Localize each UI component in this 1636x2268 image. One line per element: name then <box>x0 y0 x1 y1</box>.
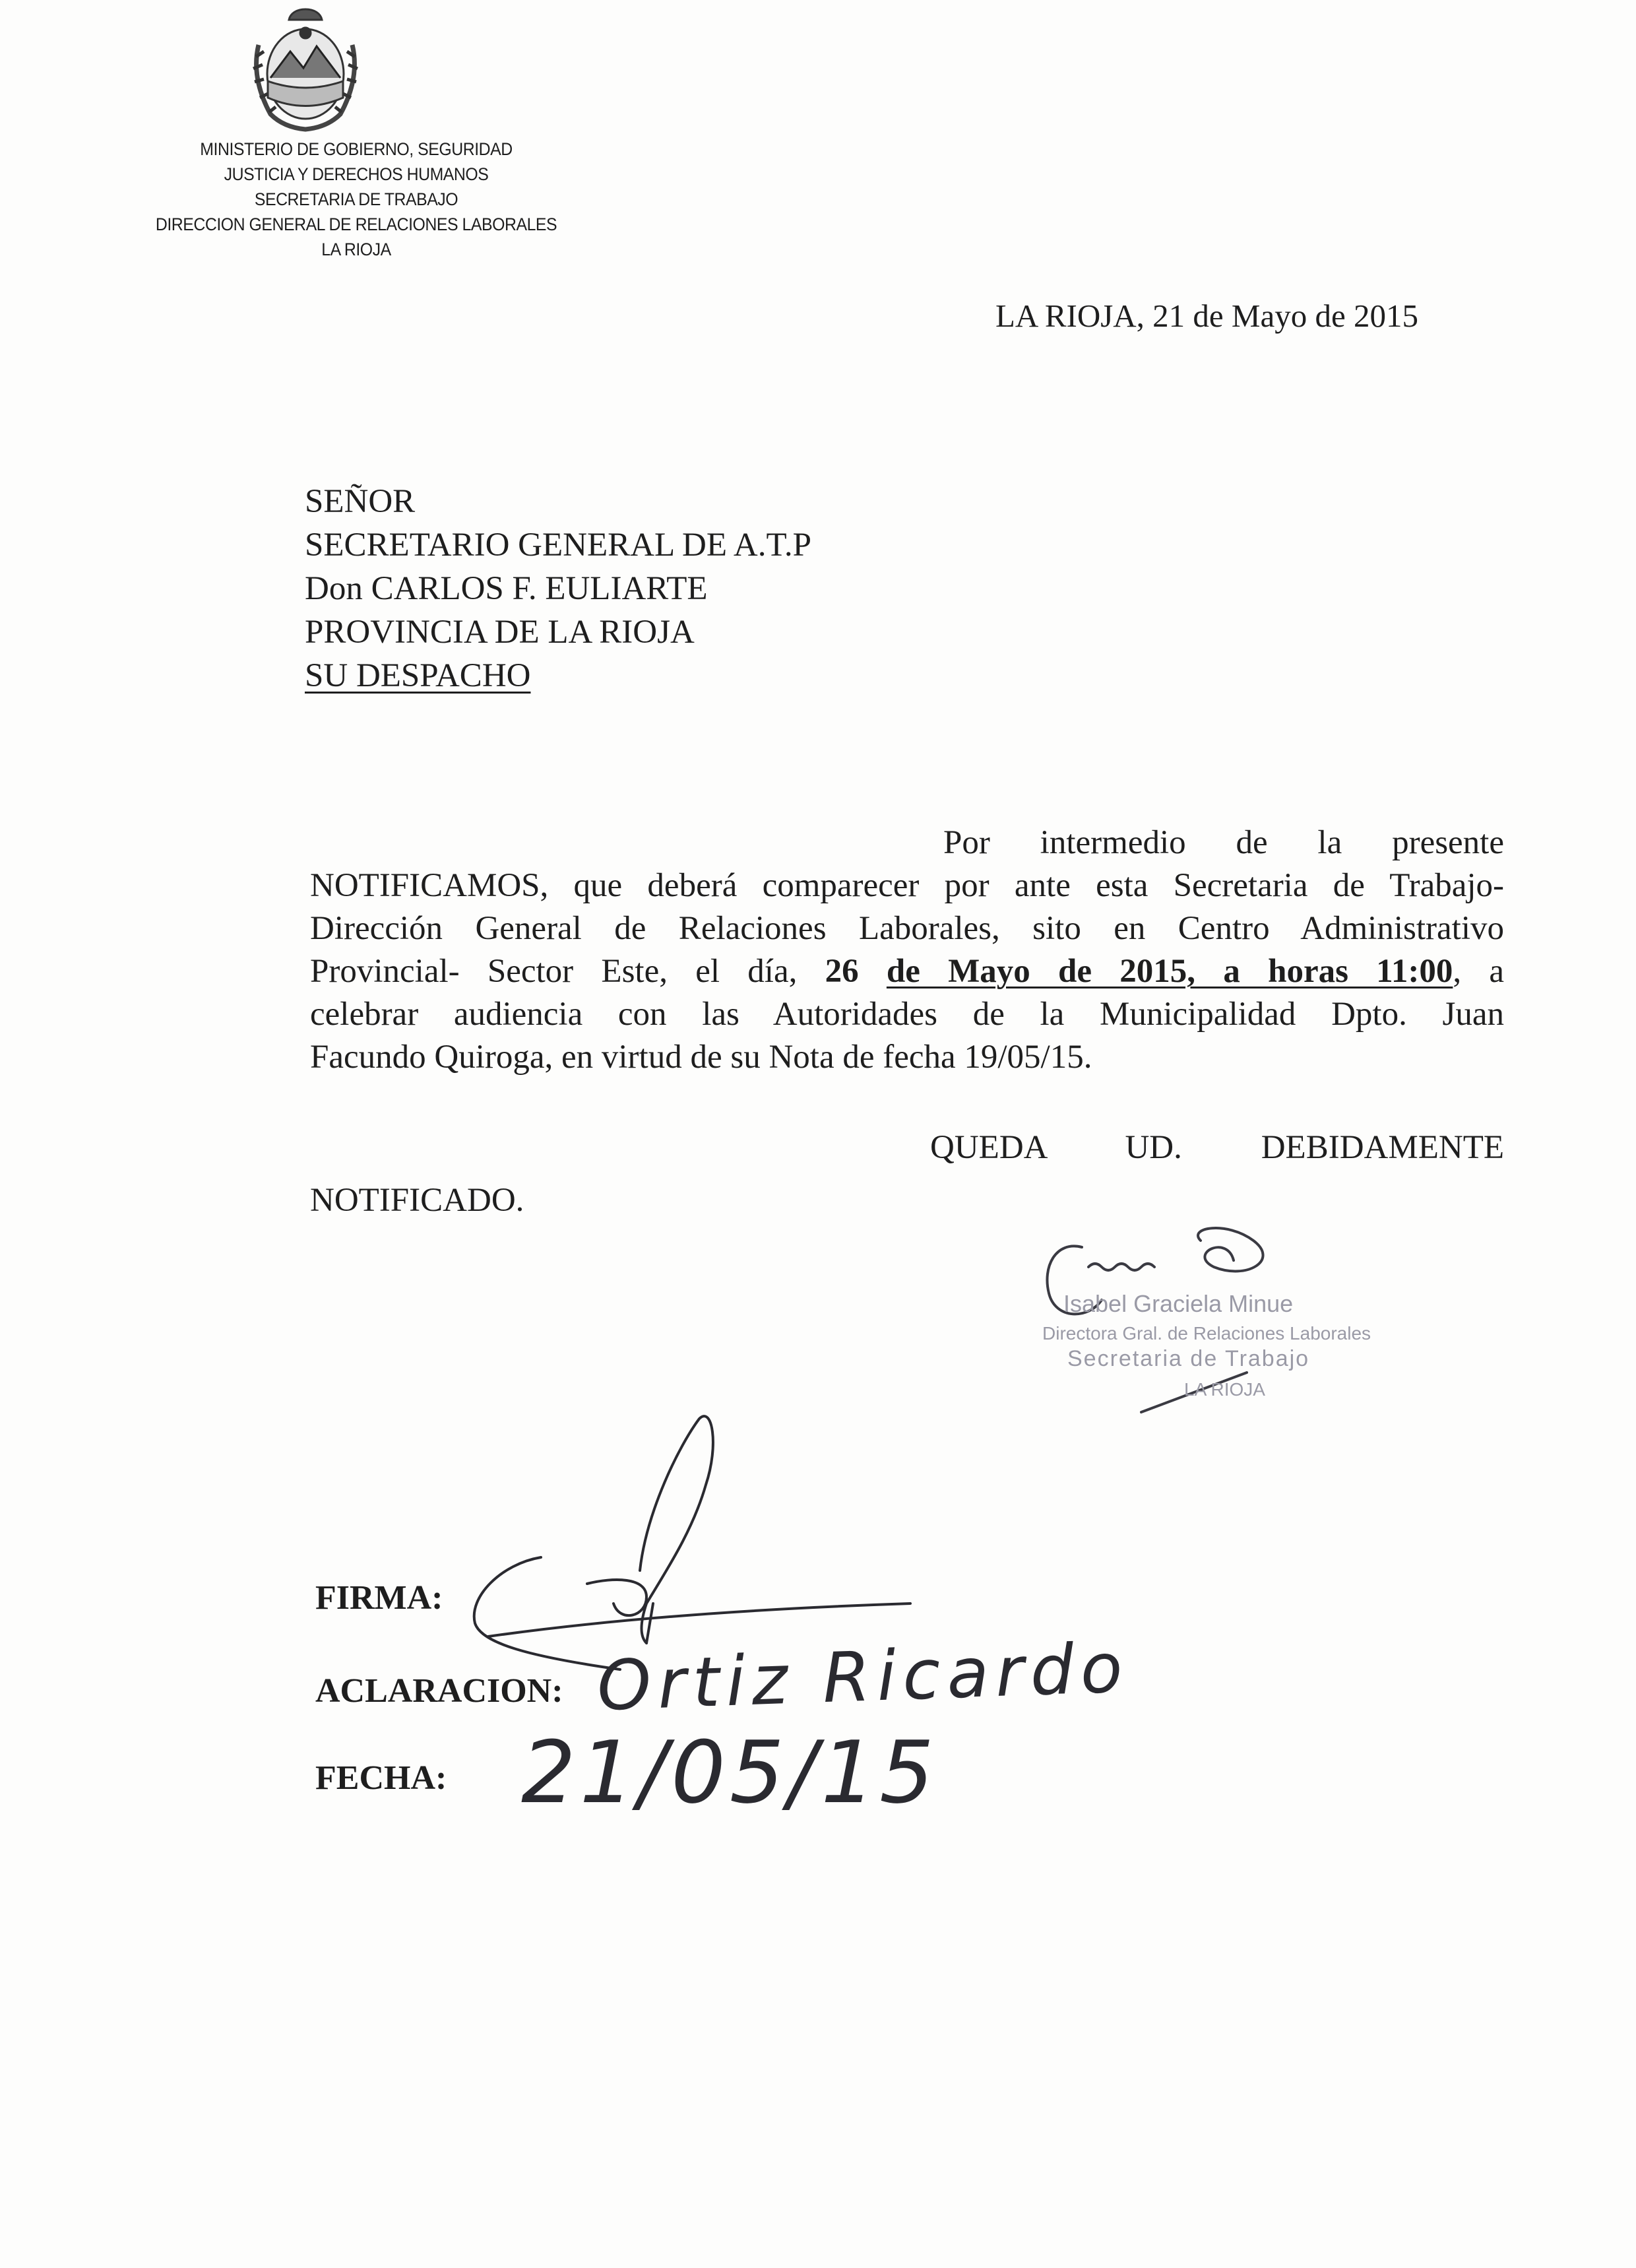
firma-label: FIRMA: <box>315 1579 443 1617</box>
header-line-secretaria: SECRETARIA DE TRABAJO <box>254 189 458 209</box>
recipient-line-name: Don CARLOS F. EULIARTE <box>305 570 708 607</box>
date-line: LA RIOJA, 21 de Mayo de 2015 <box>995 298 1418 334</box>
fecha-label: FECHA: <box>315 1759 447 1797</box>
recipient-line-title: SECRETARIO GENERAL DE A.T.P <box>305 527 811 564</box>
body-line-4-post: , a <box>1453 953 1505 990</box>
header-line-ministerio: MINISTERIO DE GOBIERNO, SEGURIDAD <box>200 139 513 159</box>
body-line-4-pre: Provincial- Sector Este, el día, <box>310 953 825 990</box>
body-line-6: Facundo Quiroga, en virtud de su Nota de fecha 19/05/15. <box>310 1039 1092 1076</box>
notification-body <box>310 822 1504 1079</box>
appointment-date-time: de Mayo de 2015, a horas 11:00 <box>886 953 1453 990</box>
body-line-4 <box>310 950 1504 993</box>
stamp-title: Directora Gral. de Relaciones Laborales <box>1042 1323 1371 1344</box>
recipient-line-province: PROVINCIA DE LA RIOJA <box>305 614 695 651</box>
closing-line-2: NOTIFICADO. <box>310 1182 524 1219</box>
appointment-day: 26 <box>825 953 859 990</box>
closing-line-1: QUEDA UD. DEBIDAMENTE <box>930 1129 1504 1166</box>
body-lead: Por intermedio de la presente <box>943 824 1504 861</box>
fecha-value: 21/05/15 <box>521 1722 938 1823</box>
body-line-2: NOTIFICAMOS, que deberá comparecer por ante esta Secretaria de Trabajo- <box>310 867 1504 904</box>
body-line-3: Dirección General de Relaciones Laborales, sito en Centro Administrativo <box>310 910 1504 947</box>
body-line-5: celebrar audiencia con las Autoridades de la Municipalidad Dpto. Juan <box>310 996 1504 1033</box>
stamp-office: Secretaria de Trabajo <box>1067 1346 1310 1371</box>
stamp-name: Isabel Graciela Minue <box>1063 1290 1294 1317</box>
recipient-line-despacho: SU DESPACHO <box>305 657 531 694</box>
stamp-city: LA RIOJA <box>1184 1379 1265 1400</box>
header-line-direccion: DIRECCION GENERAL DE RELACIONES LABORALES <box>155 214 557 234</box>
aclaracion-value: Ortiz Ricardo <box>596 1627 1131 1727</box>
header-line-justicia: JUSTICIA Y DERECHOS HUMANOS <box>224 164 489 184</box>
header-line-city: LA RIOJA <box>321 240 391 259</box>
coat-of-arms-icon <box>244 5 367 132</box>
aclaracion-label: ACLARACION: <box>315 1672 563 1710</box>
recipient-line-senor: SEÑOR <box>305 483 416 520</box>
